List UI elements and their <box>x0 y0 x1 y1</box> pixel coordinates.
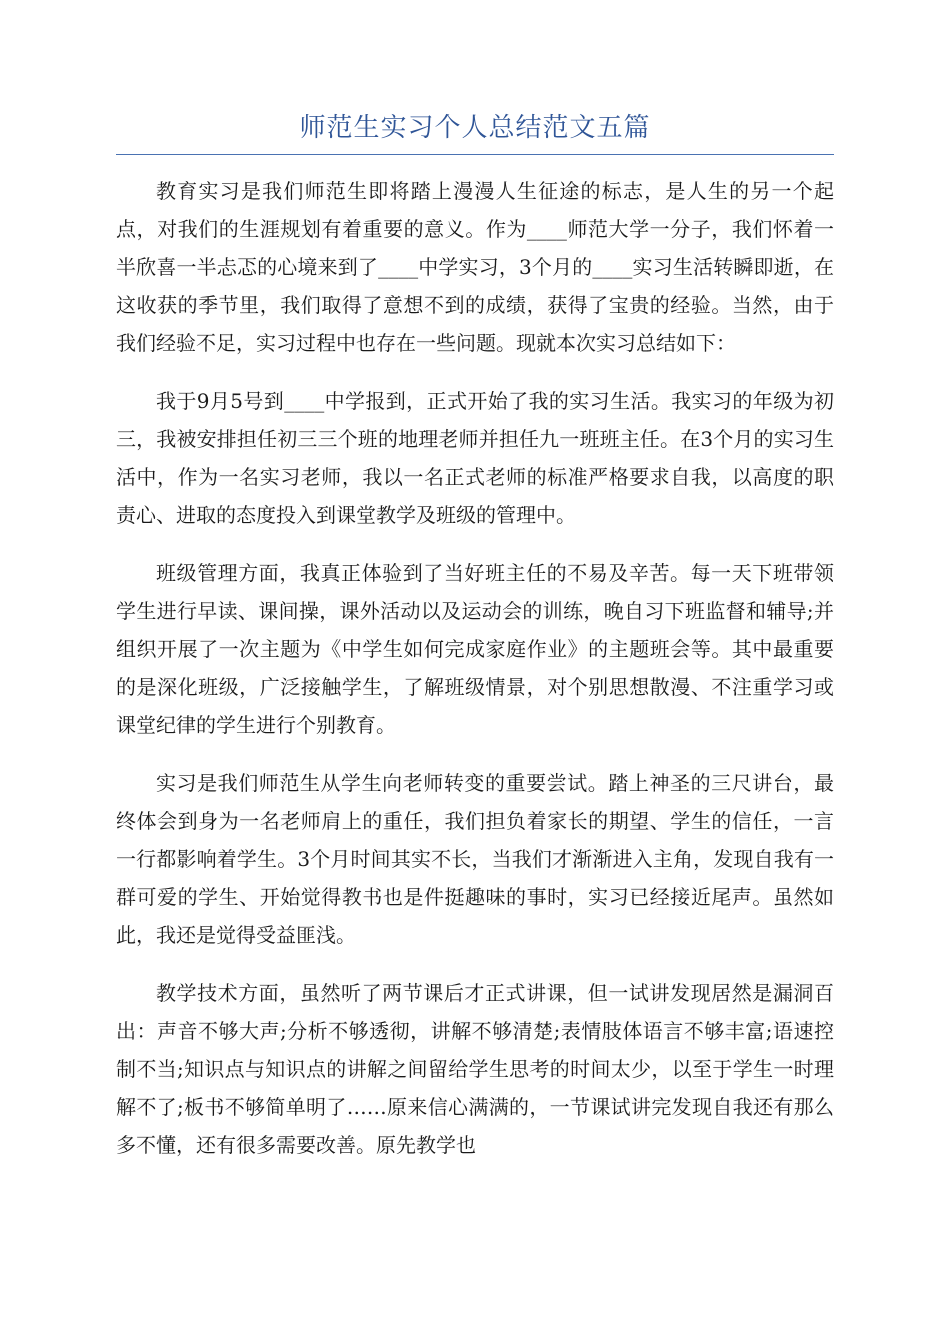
paragraph-3: 班级管理方面，我真正体验到了当好班主任的不易及辛苦。每一天下班带领学生进行早读、课间操，课外活动以及运动会的训练，晚自习下班监督和辅导;并组织开展了一次主题为《中学生如何完成家庭作业》的主题班会等。其中最重要的是深化班级，广泛接触学生，了解班级情景，对个别思想散漫、不注重学习或课堂纪律的学生进行个别教育。 <box>116 561 834 737</box>
paragraph-1: 教育实习是我们师范生即将踏上漫漫人生征途的标志，是人生的另一个起点，对我们的生涯规划有着重要的意义。作为____师范大学一分子，我们怀着一半欣喜一半忐忑的心境来到了____中学实习，3个月的____实习生活转瞬即逝，在这收获的季节里，我们取得了意想不到的成绩，获得了宝贵的经验。当然，由于我们经验不足，实习过程中也存在一些问题。现就本次实习总结如下： <box>116 179 834 355</box>
document-title: 师范生实习个人总结范文五篇 <box>299 113 651 143</box>
paragraph-5: 教学技术方面，虽然听了两节课后才正式讲课，但一试讲发现居然是漏洞百出：声音不够大声;分析不够透彻，讲解不够清楚;表情肢体语言不够丰富;语速控制不当;知识点与知识点的讲解之间留给学生思考的时间太少，以至于学生一时理解不了;板书不够简单明了……原来信心满满的，一节课试讲完发现自我还有那么多不懂，还有很多需要改善。原先教学也 <box>116 981 834 1157</box>
title-underline <box>116 154 834 155</box>
paragraph-2: 我于9月5号到____中学报到，正式开始了我的实习生活。我实习的年级为初三，我被安排担任初三三个班的地理老师并担任九一班班主任。在3个月的实习生活中，作为一名实习老师，我以一名正式老师的标准严格要求自我，以高度的职责心、进取的态度投入到课堂教学及班级的管理中。 <box>116 389 834 527</box>
document-body <box>116 172 834 1184</box>
paragraph-4: 实习是我们师范生从学生向老师转变的重要尝试。踏上神圣的三尺讲台，最终体会到身为一名老师肩上的重任，我们担负着家长的期望、学生的信任，一言一行都影响着学生。3个月时间其实不长，当我们才渐渐进入主角，发现自我有一群可爱的学生、开始觉得教书也是件挺趣味的事时，实习已经接近尾声。虽然如此，我还是觉得受益匪浅。 <box>116 771 834 947</box>
